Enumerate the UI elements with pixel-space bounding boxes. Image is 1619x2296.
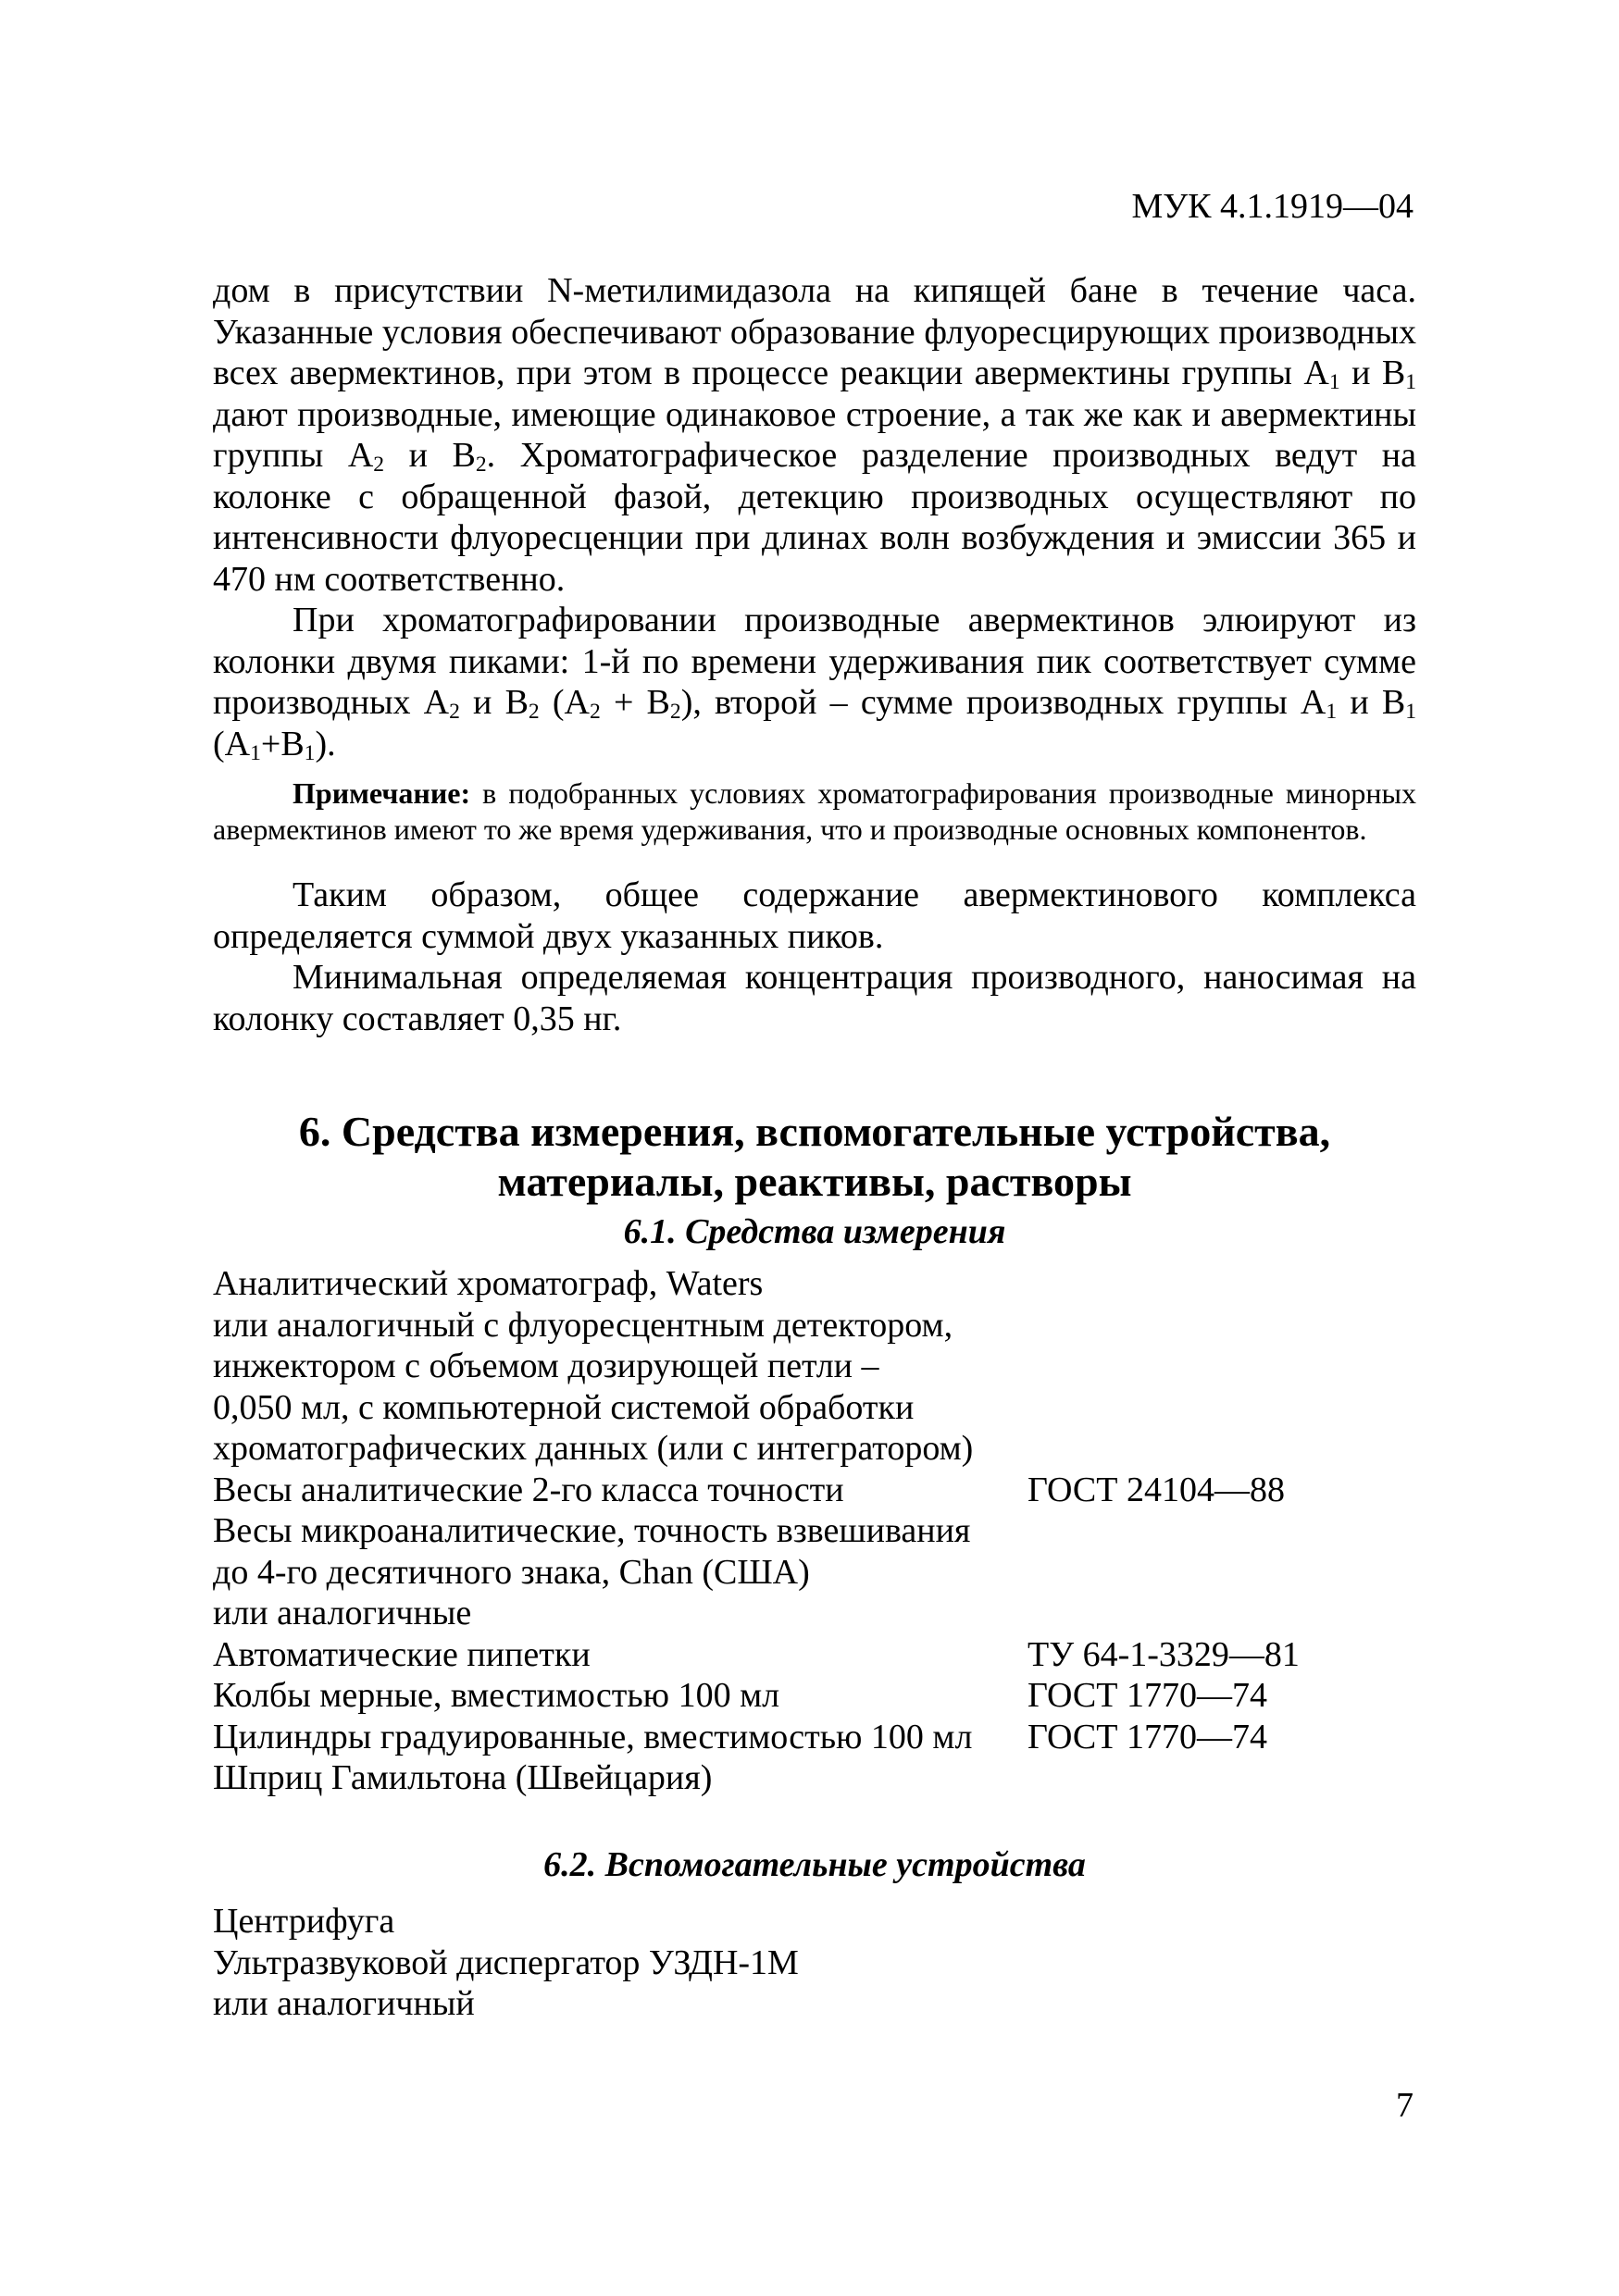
equipment-standard: ТУ 64-1-3329—81	[1027, 1634, 1300, 1674]
equipment-name: Цилиндры градуированные, вместимостью 100 мл	[213, 1717, 973, 1756]
equipment-name: Колбы мерные, вместимостью 100 мл	[213, 1676, 780, 1715]
equipment-name: или аналогичный с флуоресцентным детектором,	[213, 1305, 953, 1345]
auxiliary-device-item: Центрифуга	[213, 1902, 395, 1941]
equipment-standard: ГОСТ 1770—74	[1027, 1717, 1267, 1756]
paragraph-derivatization: дом в присутствии N-метилимидазола на кипящей бане в течение часа. Указанные условия обеспечивают образование флуоресцирующих производных всех авермектинов, при этом в процессе реакции авермектины группы $A_1$ и $B_1$ дают производные, имеющие одинаковое строение, а так же как и авермектины группы $A_2$ и $B_2$. Хроматографическое разделение производных ведут на колонке с обращенной фазой, детекцию производных осуществляют по интенсивности флуоресценции при длинах волн возбуждения и эмиссии 365 и 470 нм соответственно.	[213, 271, 1416, 599]
note	[213, 776, 1416, 847]
equipment-row	[213, 1757, 1300, 1799]
equipment-row	[213, 1263, 1300, 1305]
equipment-standard: ГОСТ 24104—88	[1027, 1470, 1285, 1509]
equipment-row	[213, 1470, 1300, 1511]
paragraph-total-content: Таким образом, общее содержание авермектинового комплекса определяется суммой двух указанных пиков.	[213, 875, 1416, 956]
equipment-name: инжектором с объемом дозирующей петли –	[213, 1347, 879, 1385]
equipment-row	[213, 1510, 1300, 1552]
equipment-name: Весы аналитические 2-го класса точности	[213, 1470, 844, 1509]
auxiliary-devices-list	[213, 1901, 799, 2025]
equipment-name: хроматографических данных (или с интегратором)	[213, 1429, 974, 1468]
subsection-measuring-instruments-title: 6.1. Средства измерения	[623, 1212, 1006, 1251]
auxiliary-device-item: Ультразвуковой диспергатор УЗДН-1М	[213, 1942, 799, 1982]
equipment-row	[213, 1634, 1300, 1676]
equipment-row	[213, 1387, 1300, 1429]
equipment-row	[213, 1675, 1300, 1717]
equipment-table	[213, 1263, 1300, 1799]
equipment-row	[213, 1428, 1300, 1470]
equipment-name: или аналогичные	[213, 1594, 472, 1632]
equipment-standard: ГОСТ 1770—74	[1027, 1676, 1267, 1715]
equipment-row	[213, 1717, 1300, 1758]
note-text: в подобранных условиях хроматографирования производные минорных авермектинов имеют то же время удерживания, что и производные основных компонентов.	[213, 776, 1416, 846]
auxiliary-device-item: или аналогичный	[213, 1984, 475, 2023]
equipment-name: Автоматические пипетки	[213, 1634, 591, 1674]
note-label: Примечание:	[293, 776, 471, 810]
subsection-auxiliary-devices-title: 6.2. Вспомогательные устройства	[543, 1845, 1086, 1884]
equipment-row	[213, 1552, 1300, 1594]
document-code: МУК 4.1.1919—04	[1131, 187, 1414, 226]
equipment-name: 0,050 мл, с компьютерной системой обработки	[213, 1387, 915, 1427]
equipment-row	[213, 1305, 1300, 1347]
section-heading: 6. Средства измерения, вспомогательные устройства, материалы, реактивы, растворы	[298, 1108, 1331, 1205]
equipment-name: до 4-го десятичного знака, Chan (США)	[213, 1552, 810, 1592]
page-number: 7	[1396, 2086, 1414, 2125]
equipment-name: Аналитический хроматограф, Waters	[213, 1264, 764, 1303]
equipment-name: Весы микроаналитические, точность взвешивания	[213, 1511, 971, 1550]
equipment-row	[213, 1346, 1300, 1387]
paragraph-elution: При хроматографировании производные авермектинов элюируют из колонки двумя пиками: 1-й по времени удерживания пик соответствует сумме производных $A_2$ и $B_2$ $(A_2 + B_2)$, второй – сумме производных группы $A_1$ и $B_1$ $(A_1+B_1)$.	[213, 601, 1416, 765]
equipment-name: Шприц Гамильтона (Швейцария)	[213, 1758, 713, 1797]
paragraph-min-concentration: Минимальная определяемая концентрация производного, наносимая на колонку составляет 0,35 нг.	[213, 958, 1416, 1038]
equipment-row	[213, 1593, 1300, 1634]
body-text	[213, 270, 1416, 1039]
